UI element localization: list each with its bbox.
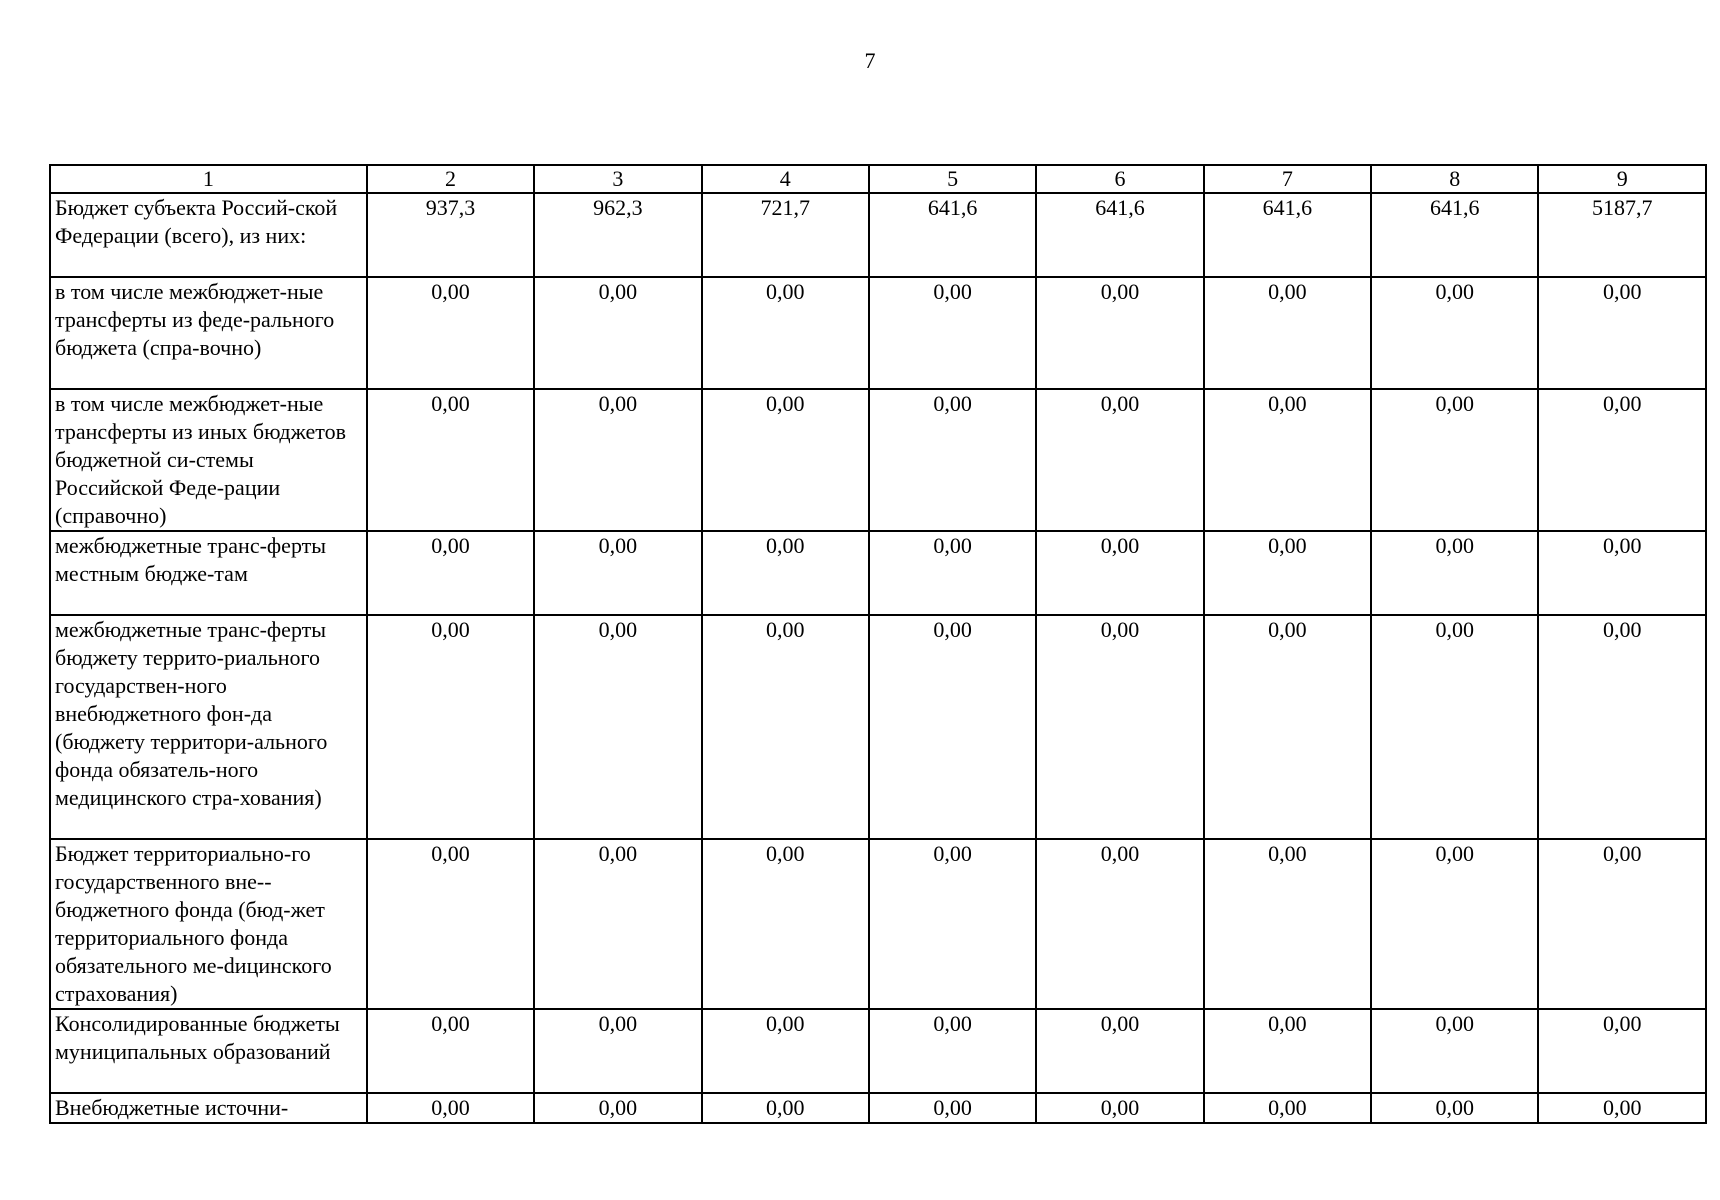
table-cell: 0,00 — [1371, 389, 1538, 531]
table-cell: 0,00 — [1036, 277, 1203, 389]
table-cell: 0,00 — [534, 277, 701, 389]
column-header: 8 — [1371, 165, 1538, 193]
row-label: межбюджетные транс-ферты местным бюдже-там — [50, 531, 367, 615]
table-cell: 0,00 — [869, 389, 1036, 531]
row-label: в том числе межбюджет-ные трансферты из иных бюджетов бюджетной си-стемы Российской Феде-рации (справочно) — [50, 389, 367, 531]
table-cell: 0,00 — [534, 1093, 701, 1123]
row-label: Бюджет субъекта Россий-ской Федерации (всего), из них: — [50, 193, 367, 277]
table-cell: 721,7 — [702, 193, 869, 277]
table-cell: 0,00 — [1538, 839, 1706, 1009]
column-header: 2 — [367, 165, 534, 193]
table-cell: 0,00 — [869, 531, 1036, 615]
table-row — [50, 1093, 1706, 1123]
table-cell: 0,00 — [702, 615, 869, 839]
table-cell: 0,00 — [1036, 839, 1203, 1009]
table-cell: 0,00 — [702, 389, 869, 531]
table-cell: 0,00 — [1204, 839, 1371, 1009]
row-label: межбюджетные транс-ферты бюджету террито-риального государствен-ного внебюджетного фон-да (бюджету территори-ального фонда обязатель-ного медицинского стра-хования) — [50, 615, 367, 839]
table-cell: 0,00 — [869, 839, 1036, 1009]
row-label: Бюджет территориально-го государственного вне-бюджетного фонда (бюд-жет территориального фонда обязательного ме-dицинского страхования) — [50, 839, 367, 1009]
table-cell: 0,00 — [702, 277, 869, 389]
table-cell: 937,3 — [367, 193, 534, 277]
table-cell: 0,00 — [702, 1009, 869, 1093]
table-cell: 0,00 — [1036, 1009, 1203, 1093]
table-cell: 0,00 — [869, 1093, 1036, 1123]
table-row — [50, 389, 1706, 531]
column-header: 6 — [1036, 165, 1203, 193]
budget-table — [49, 164, 1707, 1124]
table-cell: 0,00 — [534, 615, 701, 839]
table-cell: 0,00 — [869, 1009, 1036, 1093]
table-cell: 0,00 — [1538, 277, 1706, 389]
table-cell: 0,00 — [534, 531, 701, 615]
table-cell: 0,00 — [1371, 839, 1538, 1009]
table-cell: 641,6 — [869, 193, 1036, 277]
table-row — [50, 277, 1706, 389]
table-cell: 641,6 — [1036, 193, 1203, 277]
table-cell: 0,00 — [702, 531, 869, 615]
column-header: 5 — [869, 165, 1036, 193]
table-header-row — [50, 165, 1706, 193]
table-cell: 0,00 — [534, 839, 701, 1009]
column-header: 7 — [1204, 165, 1371, 193]
table-row — [50, 193, 1706, 277]
table-cell: 0,00 — [1204, 531, 1371, 615]
row-label: Внебюджетные источни- — [50, 1093, 367, 1123]
table-cell: 0,00 — [1371, 615, 1538, 839]
table-cell: 0,00 — [1371, 1093, 1538, 1123]
table-cell: 0,00 — [1036, 615, 1203, 839]
table-row — [50, 615, 1706, 839]
column-header: 9 — [1538, 165, 1706, 193]
row-label: Консолидированные бюджеты муниципальных образований — [50, 1009, 367, 1093]
table-cell: 0,00 — [1538, 531, 1706, 615]
table-cell: 0,00 — [1204, 1093, 1371, 1123]
table-cell: 0,00 — [869, 615, 1036, 839]
table-cell: 0,00 — [1204, 389, 1371, 531]
table-cell: 0,00 — [702, 1093, 869, 1123]
table-cell: 0,00 — [1036, 389, 1203, 531]
table-cell: 0,00 — [1371, 531, 1538, 615]
table-cell: 0,00 — [367, 531, 534, 615]
table-cell: 0,00 — [1204, 615, 1371, 839]
table-cell: 0,00 — [1538, 615, 1706, 839]
table-cell: 0,00 — [1204, 1009, 1371, 1093]
table-cell: 0,00 — [1204, 277, 1371, 389]
table-cell: 0,00 — [534, 1009, 701, 1093]
column-header: 4 — [702, 165, 869, 193]
table-cell: 641,6 — [1204, 193, 1371, 277]
table-cell: 0,00 — [869, 277, 1036, 389]
table-cell: 0,00 — [367, 615, 534, 839]
column-header: 3 — [534, 165, 701, 193]
row-label: в том числе межбюджет-ные трансферты из феде-рального бюджета (спра-вочно) — [50, 277, 367, 389]
table-cell: 0,00 — [1036, 531, 1203, 615]
table-cell: 0,00 — [1538, 1093, 1706, 1123]
page-number: 7 — [864, 48, 876, 73]
table-cell: 0,00 — [367, 1093, 534, 1123]
table-cell: 0,00 — [367, 389, 534, 531]
table-cell: 0,00 — [1371, 277, 1538, 389]
table-cell: 0,00 — [1371, 1009, 1538, 1093]
table-cell: 0,00 — [702, 839, 869, 1009]
table-cell: 0,00 — [367, 1009, 534, 1093]
table-cell: 0,00 — [367, 277, 534, 389]
table-cell: 0,00 — [534, 389, 701, 531]
table-cell: 641,6 — [1371, 193, 1538, 277]
table-cell: 962,3 — [534, 193, 701, 277]
table-row — [50, 531, 1706, 615]
table-cell: 5187,7 — [1538, 193, 1706, 277]
table-cell: 0,00 — [1036, 1093, 1203, 1123]
table-cell: 0,00 — [367, 839, 534, 1009]
table-row — [50, 839, 1706, 1009]
column-header: 1 — [50, 165, 367, 193]
table-row — [50, 1009, 1706, 1093]
table-cell: 0,00 — [1538, 389, 1706, 531]
table-cell: 0,00 — [1538, 1009, 1706, 1093]
